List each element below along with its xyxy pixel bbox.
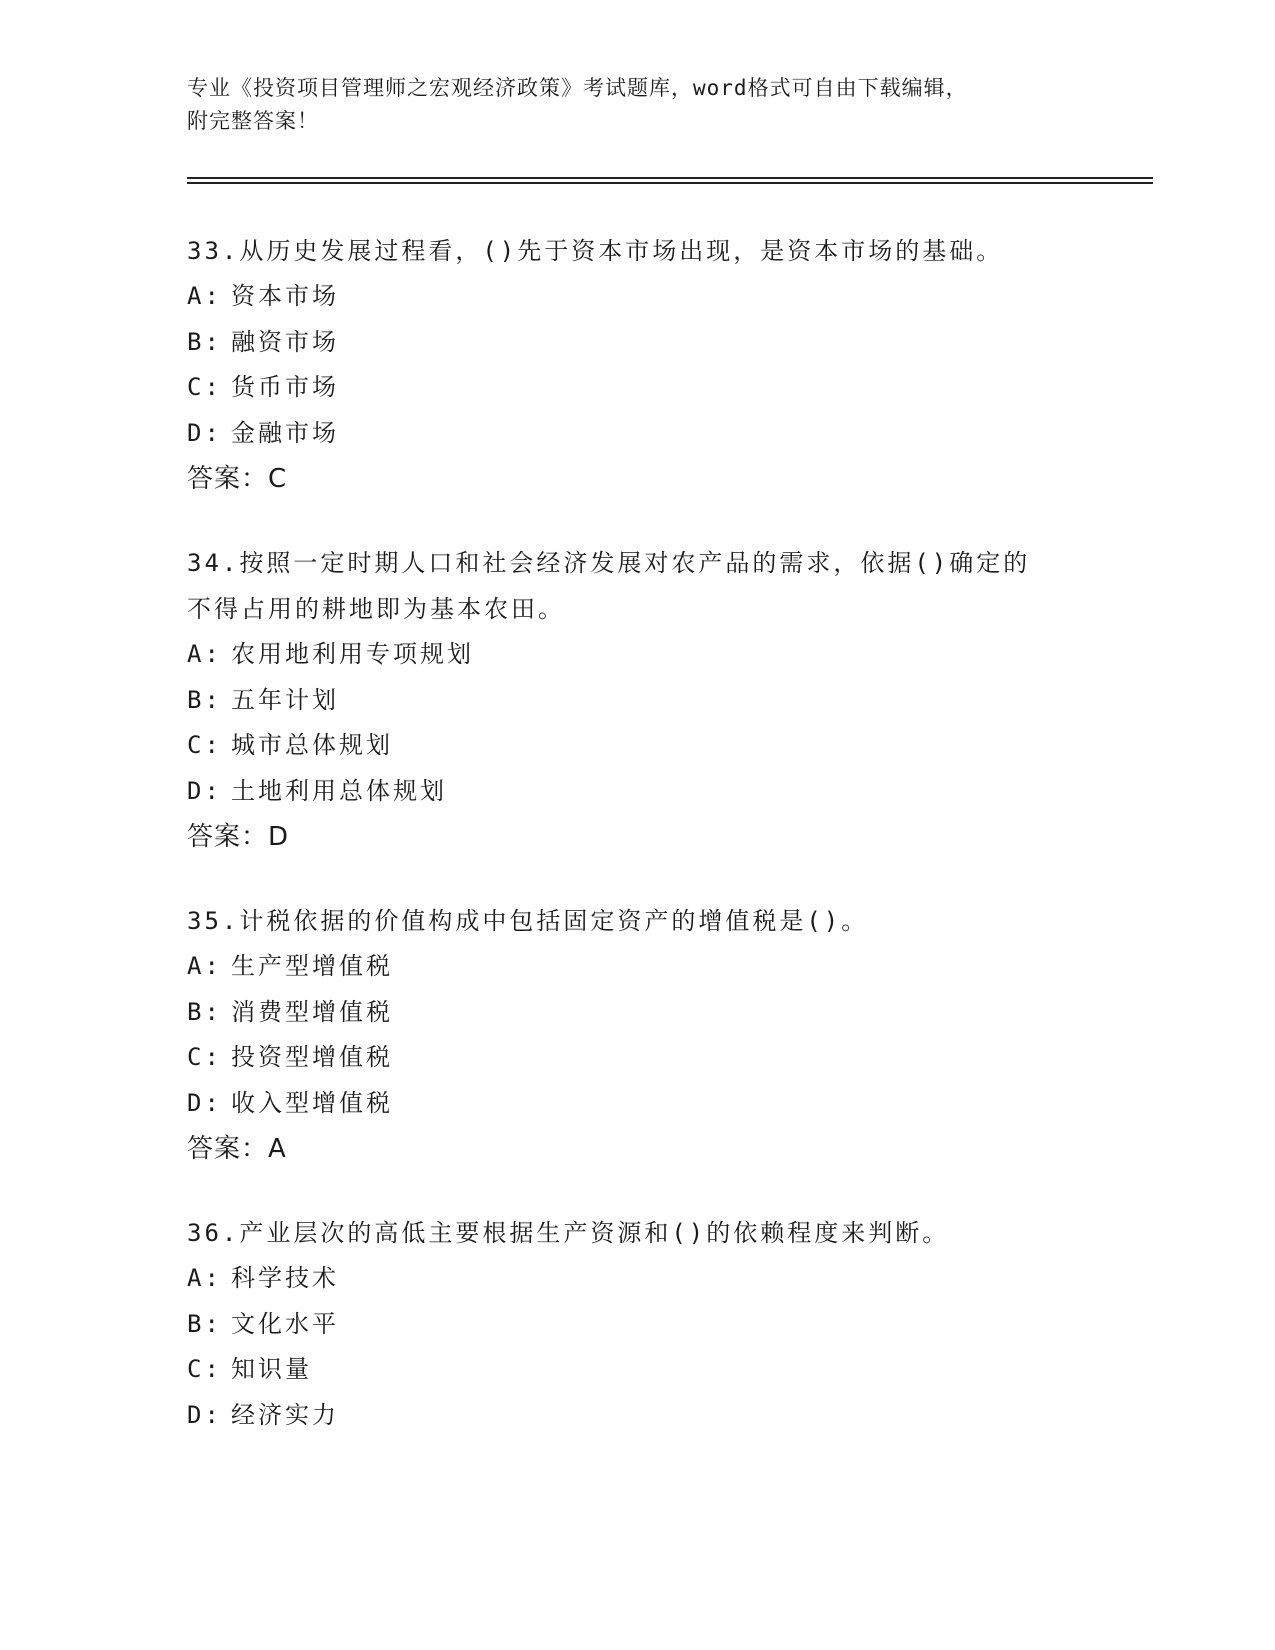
question-34 [187,540,1087,860]
option-d [187,411,1087,457]
option-key: D: [187,1088,222,1117]
question-number: 33. [187,237,240,265]
question-list [187,228,1087,1476]
option-a [187,1256,1087,1302]
option-text: 科学技术 [231,1264,339,1292]
option-text: 资本市场 [231,282,339,310]
option-key: B: [187,685,222,714]
question-line: 按照一定时期人口和社会经济发展对农产品的需求，依据()确定的 [239,549,1031,577]
question-number: 34. [187,549,240,577]
option-key: B: [187,1309,222,1338]
answer-label: 答案： [187,1134,269,1164]
option-text: 经济实力 [231,1400,339,1429]
option-key: B: [187,997,222,1026]
question-line: 产业层次的高低主要根据生产资源和()的依赖程度来判断。 [239,1219,950,1247]
option-text: 消费型增值税 [231,997,393,1026]
option-key: C: [187,731,222,759]
document-header [187,72,1087,138]
option-key: D: [187,1400,222,1429]
option-b [187,678,1087,724]
question-36 [187,1210,1087,1438]
option-text: 收入型增值税 [231,1088,393,1117]
header-line-2: 附完整答案！ [187,109,319,133]
answer-value: C [268,464,288,494]
question-number: 35. [187,907,240,935]
option-text: 货币市场 [231,373,339,401]
option-key: B: [187,327,222,356]
answer-label: 答案： [187,464,269,494]
option-key: C: [187,1043,222,1071]
option-c [187,723,1087,769]
option-d [187,769,1087,815]
option-b [187,1302,1087,1348]
header-divider-bottom [187,182,1153,184]
answer-value: A [268,1134,287,1164]
option-text: 城市总体规划 [231,731,393,759]
question-line: 从历史发展过程看，()先于资本市场出现，是资本市场的基础。 [239,237,1004,265]
option-text: 投资型增值税 [231,1043,393,1071]
option-key: D: [187,418,222,447]
option-text: 金融市场 [231,418,339,447]
option-key: A: [187,640,222,668]
option-a [187,944,1087,990]
option-d [187,1081,1087,1127]
option-key: A: [187,952,222,980]
option-c [187,1347,1087,1393]
option-b [187,990,1087,1036]
option-key: C: [187,1355,222,1383]
question-text [187,1210,1087,1256]
option-text: 五年计划 [231,685,339,714]
option-text: 文化水平 [231,1309,339,1338]
option-a [187,632,1087,678]
answer-line [187,1126,1087,1172]
option-text: 农用地利用专项规划 [231,640,474,668]
question-number: 36. [187,1219,240,1247]
question-text [187,540,1087,632]
option-c [187,365,1087,411]
question-33 [187,228,1087,502]
question-line: 不得占用的耕地即为基本农田。 [187,595,565,623]
question-text [187,228,1087,274]
option-c [187,1035,1087,1081]
option-key: D: [187,776,222,805]
answer-line [187,814,1087,860]
question-text [187,898,1087,944]
option-a [187,274,1087,320]
header-line-1: 专业《投资项目管理师之宏观经济政策》考试题库，word格式可自由下载编辑， [187,76,968,100]
option-text: 土地利用总体规划 [231,776,447,805]
answer-line [187,456,1087,502]
option-text: 融资市场 [231,327,339,356]
option-key: C: [187,373,222,401]
option-text: 知识量 [231,1355,312,1383]
option-b [187,320,1087,366]
question-35 [187,898,1087,1172]
option-key: A: [187,1264,222,1292]
option-d [187,1393,1087,1439]
option-key: A: [187,282,222,310]
header-divider-top [187,177,1153,179]
answer-label: 答案： [187,822,269,852]
option-text: 生产型增值税 [231,952,393,980]
question-line: 计税依据的价值构成中包括固定资产的增值税是()。 [239,907,869,935]
answer-value: D [268,822,290,852]
